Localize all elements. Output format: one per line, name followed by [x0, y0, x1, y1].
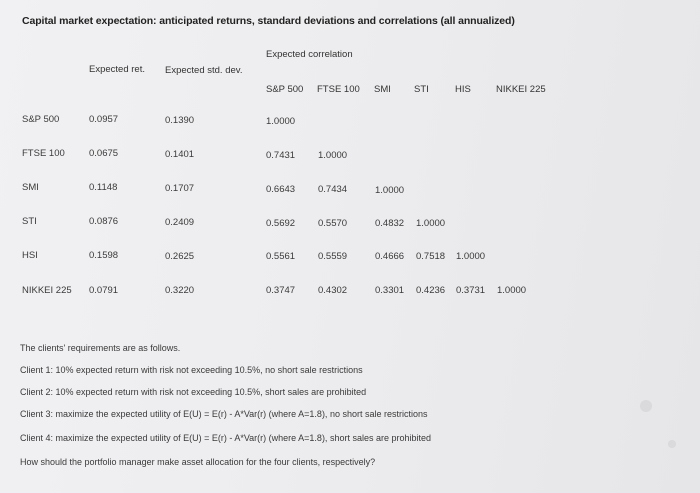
question-text: How should the portfolio manager make asset allocation for the four clients, respectively? [20, 457, 376, 467]
cell-correlation: 0.3747 [266, 285, 296, 296]
cell-std: 0.2625 [165, 251, 195, 262]
corr-col-header: S&P 500 [266, 84, 304, 95]
header-expected-std: Expected std. dev. [165, 65, 243, 76]
corr-col-header: SMI [374, 84, 391, 95]
cell-std: 0.3220 [165, 285, 195, 296]
client-requirement: Client 4: maximize the expected utility of E(U) = E(r) - A*Var(r) (where A=1.8), short sales are prohibited [20, 433, 431, 443]
cell-correlation: 0.3301 [375, 285, 405, 296]
cell-correlation: 0.4666 [375, 251, 405, 262]
cell-correlation: 1.0000 [266, 116, 296, 127]
cell-correlation: 0.7518 [416, 251, 446, 262]
cell-std: 0.1401 [165, 149, 195, 160]
cell-std: 0.1707 [165, 183, 195, 194]
cell-correlation: 1.0000 [375, 185, 405, 196]
cell-return: 0.0675 [89, 148, 119, 159]
cell-correlation: 0.5692 [266, 218, 296, 229]
client-requirement: Client 3: maximize the expected utility of E(U) = E(r) - A*Var(r) (where A=1.8), no short sale restrictions [20, 409, 428, 419]
cell-correlation: 0.5561 [266, 251, 296, 262]
cell-std: 0.2409 [165, 217, 195, 228]
photo-smudge [668, 440, 676, 448]
row-label: HSI [22, 250, 38, 261]
requirements-intro: The clients' requirements are as follows. [20, 343, 181, 353]
cell-correlation: 0.6643 [266, 184, 296, 195]
cell-return: 0.0957 [89, 114, 119, 125]
row-label: NIKKEI 225 [22, 285, 72, 296]
corr-col-header: NIKKEI 225 [496, 84, 546, 95]
cell-correlation: 0.7431 [266, 150, 296, 161]
cell-correlation: 0.4832 [375, 218, 405, 229]
header-correlation: Expected correlation [266, 49, 353, 60]
corr-col-header: HIS [455, 84, 471, 95]
client-requirement: Client 1: 10% expected return with risk not exceeding 10.5%, no short sale restrictions [20, 365, 363, 375]
cell-correlation: 1.0000 [497, 285, 527, 296]
cell-correlation: 0.4236 [416, 285, 446, 296]
row-label: FTSE 100 [22, 148, 65, 159]
cell-correlation: 1.0000 [416, 218, 446, 229]
cell-return: 0.0791 [89, 285, 119, 296]
corr-col-header: STI [414, 84, 429, 95]
row-label: S&P 500 [22, 114, 60, 125]
photo-smudge [640, 400, 652, 412]
cell-correlation: 1.0000 [456, 251, 486, 262]
cell-correlation: 0.3731 [456, 285, 486, 296]
corr-col-header: FTSE 100 [317, 84, 360, 95]
header-expected-return: Expected ret. [89, 64, 145, 75]
row-label: STI [22, 216, 37, 227]
cell-correlation: 0.5559 [318, 251, 348, 262]
cell-return: 0.1598 [89, 250, 119, 261]
row-label: SMI [22, 182, 39, 193]
cell-return: 0.1148 [89, 182, 118, 193]
cell-correlation: 0.7434 [318, 184, 348, 195]
table-title: Capital market expectation: anticipated returns, standard deviations and correlations (all annualized) [22, 15, 515, 27]
cell-std: 0.1390 [165, 115, 195, 126]
cell-correlation: 0.5570 [318, 218, 348, 229]
cell-correlation: 1.0000 [318, 150, 348, 161]
cell-return: 0.0876 [89, 216, 119, 227]
cell-correlation: 0.4302 [318, 285, 348, 296]
client-requirement: Client 2: 10% expected return with risk not exceeding 10.5%, short sales are prohibited [20, 387, 367, 397]
